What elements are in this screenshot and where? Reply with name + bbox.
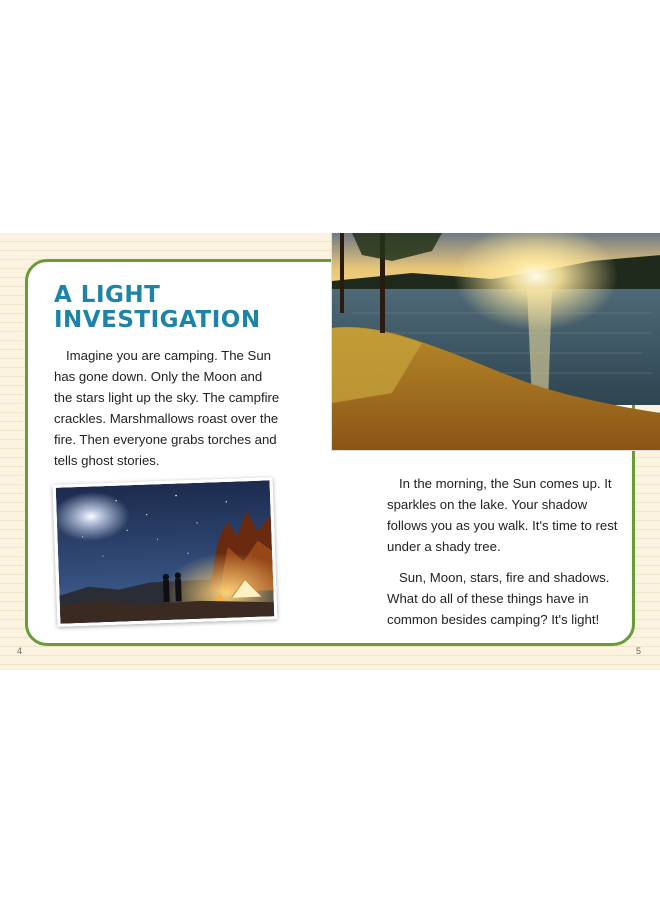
page-number-right: 5 — [636, 646, 642, 656]
paragraph-morning: In the morning, the Sun comes up. It sparkles on the lake. Your shadow follows you as you walk. It's time to rest under a shady tree. — [387, 476, 618, 554]
title-line-1: A LIGHT — [54, 282, 161, 308]
night-camping-photo — [53, 477, 278, 627]
page-number-left: 4 — [17, 646, 23, 656]
paragraph-light-question: Sun, Moon, stars, fire and shadows. What do all of these things have in common besides camping? It's light! — [387, 570, 610, 627]
lake-sunset-photo — [331, 233, 660, 451]
book-spread — [0, 233, 660, 670]
title-line-2: INVESTIGATION — [54, 307, 261, 333]
page-title — [54, 283, 261, 333]
paragraph-camping-night: Imagine you are camping. The Sun has gone down. Only the Moon and the stars light up the sky. The campfire crackles. Marshmallows roast over the fire. Then everyone grabs torches and tells ghost stories. — [54, 348, 280, 468]
